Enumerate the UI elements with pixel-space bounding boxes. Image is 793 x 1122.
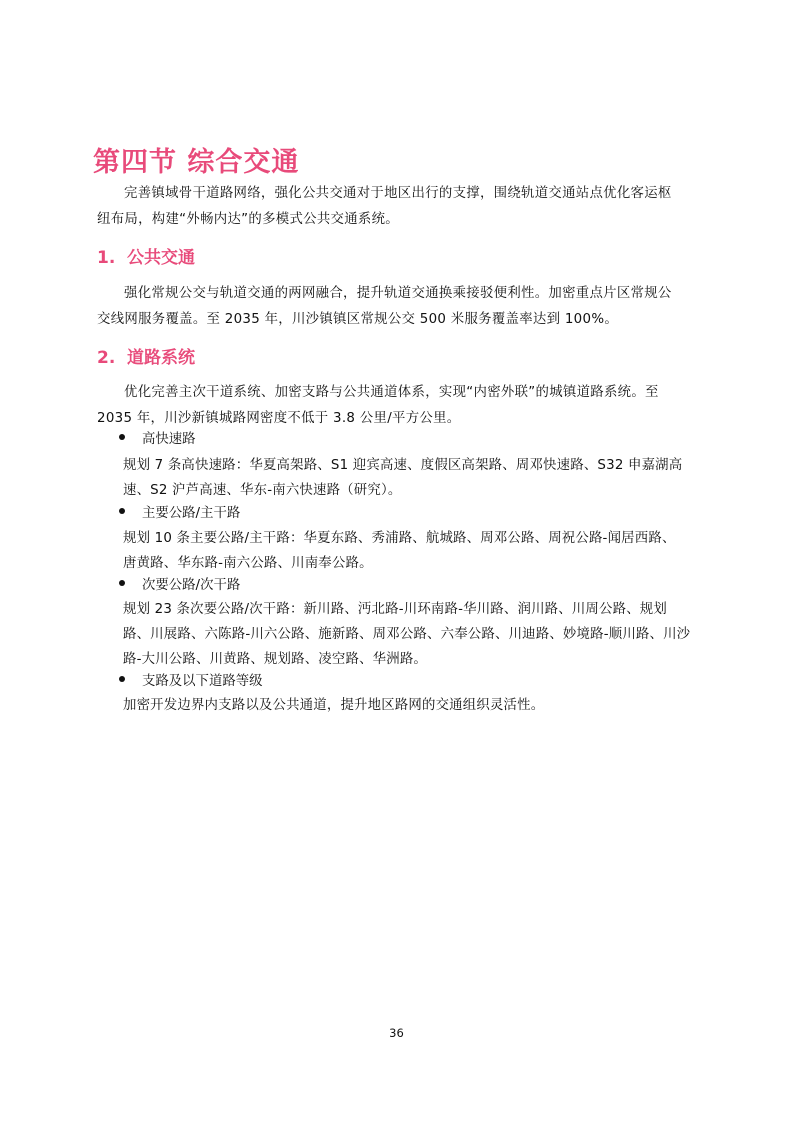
public-transport-line-2: 交线网服务覆盖。至 2035 年，川沙镇镇区常规公交 500 米服务覆盖率达到 100%。 (97, 312, 619, 327)
public-transport-line-1: 强化常规公交与轨道交通的两网融合，提升轨道交通换乘接驳便利性。加密重点片区常规公 (124, 286, 672, 301)
category-line: 规划 7 条高快速路：华夏高架路、S1 迎宾高速、度假区高架路、周邓快速路、S32 申嘉湖高 (123, 458, 683, 473)
road-system-number: 2. (97, 348, 116, 368)
section-title: 第四节 综合交通 (93, 147, 300, 178)
page-number: 36 (389, 1026, 404, 1040)
category-heading-branch-roads (119, 671, 263, 693)
category-line: 路、川展路、六陈路-川六公路、施新路、周邓公路、六奉公路、川迪路、妙境路-顺川路、川沙 (123, 627, 691, 642)
category-line: 速、S2 沪芦高速、华东-南六快速路（研究）。 (123, 483, 402, 498)
public-transport-number: 1. (97, 248, 116, 268)
bullet-icon (119, 676, 125, 682)
category-title: 高快速路 (142, 432, 196, 447)
bullet-icon (119, 508, 125, 514)
category-body-main-roads (123, 526, 723, 576)
category-body-expressway (123, 453, 723, 503)
road-system-title: 道路系统 (127, 348, 195, 368)
intro-line-2: 纽布局，构建“外畅内达”的多模式公共交通系统。 (97, 212, 399, 227)
road-system-paragraph (97, 380, 717, 432)
road-system-line-1: 优化完善主次干道系统、加密支路与公共通道体系，实现“内密外联”的城镇道路系统。至 (124, 385, 659, 400)
road-system-line-2: 2035 年，川沙新镇城路网密度不低于 3.8 公里/平方公里。 (97, 411, 461, 426)
category-body-branch-roads (123, 693, 723, 718)
category-title: 主要公路/主干路 (142, 506, 241, 521)
category-line: 规划 23 条次要公路/次干路：新川路、沔北路-川环南路-华川路、润川路、川周公路、规划 (123, 602, 667, 617)
category-line: 规划 10 条主要公路/主干路：华夏东路、秀浦路、航城路、周邓公路、周祝公路-闻居西路、 (123, 531, 676, 546)
category-heading-expressway (119, 429, 196, 451)
intro-line-1: 完善镇域骨干道路网络，强化公共交通对于地区出行的支撑，围绕轨道交通站点优化客运枢 (124, 186, 672, 201)
category-line: 加密开发边界内支路以及公共通道，提升地区路网的交通组织灵活性。 (123, 698, 545, 713)
category-title: 支路及以下道路等级 (142, 674, 263, 689)
bullet-icon (119, 434, 125, 440)
category-title: 次要公路/次干路 (142, 578, 241, 593)
bullet-icon (119, 580, 125, 586)
public-transport-title: 公共交通 (127, 248, 195, 268)
category-body-secondary-roads (123, 597, 723, 672)
intro-paragraph (97, 181, 717, 233)
category-heading-secondary-roads (119, 575, 240, 597)
road-system-heading (97, 343, 195, 368)
category-line: 唐黄路、华东路-南六公路、川南奉公路。 (123, 556, 373, 571)
public-transport-paragraph (97, 281, 717, 333)
category-heading-main-roads (119, 503, 240, 525)
public-transport-heading (97, 243, 195, 268)
category-line: 路-大川公路、川黄路、规划路、凌空路、华洲路。 (123, 652, 428, 667)
